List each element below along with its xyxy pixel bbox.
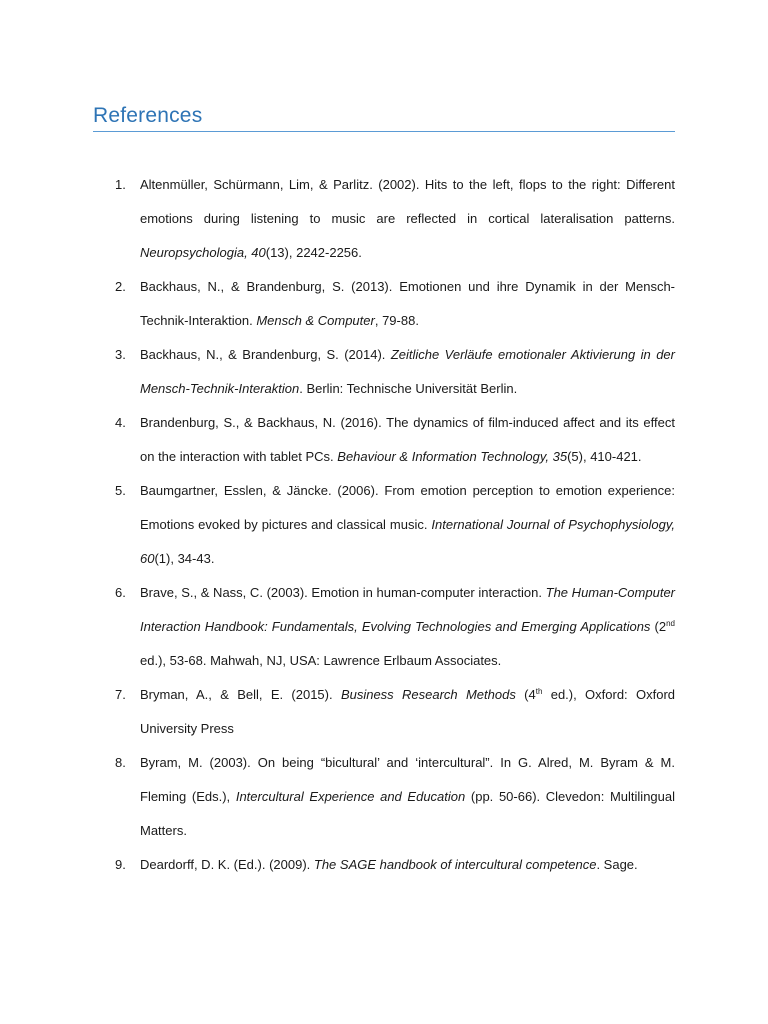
- italic-title: Behaviour & Information Technology, 35: [337, 449, 568, 464]
- reference-number: 8.: [115, 755, 126, 770]
- italic-title: Neuropsychologia, 40: [140, 245, 266, 260]
- italic-title: The SAGE handbook of intercultural competence: [313, 857, 597, 872]
- reference-segment: Baumgartner, Esslen, & Jäncke. (2006). From emotion perception to emotion experience: Emotions evoked by pictures and classical music.: [140, 483, 675, 532]
- reference-item: [0, 576, 768, 678]
- reference-segment: ed.), Oxford: Oxford University Press: [140, 687, 675, 736]
- italic-title: Mensch & Computer: [256, 313, 375, 328]
- reference-segment: (pp. 50-66). Clevedon: Multilingual Matters.: [140, 789, 676, 838]
- reference-item: [0, 270, 768, 338]
- section-heading: References: [93, 104, 203, 127]
- reference-text: [140, 270, 675, 338]
- reference-number: 5.: [115, 483, 126, 498]
- reference-item: [0, 678, 768, 746]
- reference-text: [140, 678, 675, 746]
- reference-segment: (5), 410-421.: [567, 449, 642, 464]
- reference-text: [140, 338, 675, 406]
- italic-title: The Human-Computer Interaction Handbook: Fundamentals, Evolving Technologies and Emerging Applications: [140, 585, 675, 634]
- reference-text: [140, 576, 675, 678]
- reference-item: [0, 338, 768, 406]
- reference-number: 2.: [115, 279, 126, 294]
- italic-title: Zeitliche Verläufe emotionaler Aktivierung in der Mensch-Technik-Interaktion: [140, 347, 675, 396]
- reference-text: [140, 168, 675, 270]
- reference-item: [0, 168, 768, 270]
- reference-segment: (1), 34-43.: [154, 551, 215, 566]
- reference-segment: (2: [650, 619, 667, 634]
- reference-segment: Backhaus, N., & Brandenburg, S. (2014).: [140, 347, 391, 362]
- ordinal-superscript: th: [535, 687, 543, 696]
- reference-segment: Brandenburg, S., & Backhaus, N. (2016). The dynamics of film-induced affect and its effect on the interaction with tablet PCs.: [140, 415, 675, 464]
- reference-text: [140, 848, 675, 882]
- reference-segment: Deardorff, D. K. (Ed.). (2009).: [140, 857, 314, 872]
- reference-item: [0, 474, 768, 576]
- reference-text: [140, 406, 675, 474]
- italic-title: Intercultural Experience and Education: [235, 789, 466, 804]
- reference-list: [0, 168, 768, 882]
- reference-number: 3.: [115, 347, 126, 362]
- reference-segment: Altenmüller, Schürmann, Lim, & Parlitz. (2002). Hits to the left, flops to the right: Different emotions during listening to music are reflected in cortical lateralisation patterns.: [140, 177, 675, 226]
- reference-segment: Backhaus, N., & Brandenburg, S. (2013). Emotionen und ihre Dynamik in der Mensch-Technik-Interaktion.: [140, 279, 675, 328]
- reference-segment: (4: [515, 687, 536, 702]
- reference-item: [0, 746, 768, 848]
- reference-segment: , 79-88.: [374, 313, 419, 328]
- ordinal-superscript: nd: [666, 619, 675, 628]
- reference-text: [140, 746, 675, 848]
- reference-segment: (13), 2242-2256.: [265, 245, 362, 260]
- reference-item: [0, 406, 768, 474]
- reference-item: [0, 848, 768, 882]
- italic-title: International Journal of Psychophysiology, 60: [140, 517, 675, 566]
- reference-segment: Bryman, A., & Bell, E. (2015).: [140, 687, 341, 702]
- reference-text: [140, 474, 675, 576]
- reference-number: 4.: [115, 415, 126, 430]
- reference-number: 6.: [115, 585, 126, 600]
- italic-title: Business Research Methods: [340, 687, 516, 702]
- reference-segment: ed.), 53-68. Mahwah, NJ, USA: Lawrence Erlbaum Associates.: [140, 653, 502, 668]
- heading-underline: [93, 131, 675, 132]
- reference-segment: Byram, M. (2003). On being “bicultural’ and ‘intercultural”. In G. Alred, M. Byram & M. Fleming (Eds.),: [140, 755, 675, 804]
- reference-number: 1.: [115, 177, 126, 192]
- reference-number: 7.: [115, 687, 126, 702]
- reference-number: 9.: [115, 857, 126, 872]
- reference-segment: . Berlin: Technische Universität Berlin.: [299, 381, 518, 396]
- reference-segment: . Sage.: [596, 857, 638, 872]
- reference-segment: Brave, S., & Nass, C. (2003). Emotion in human-computer interaction.: [140, 585, 546, 600]
